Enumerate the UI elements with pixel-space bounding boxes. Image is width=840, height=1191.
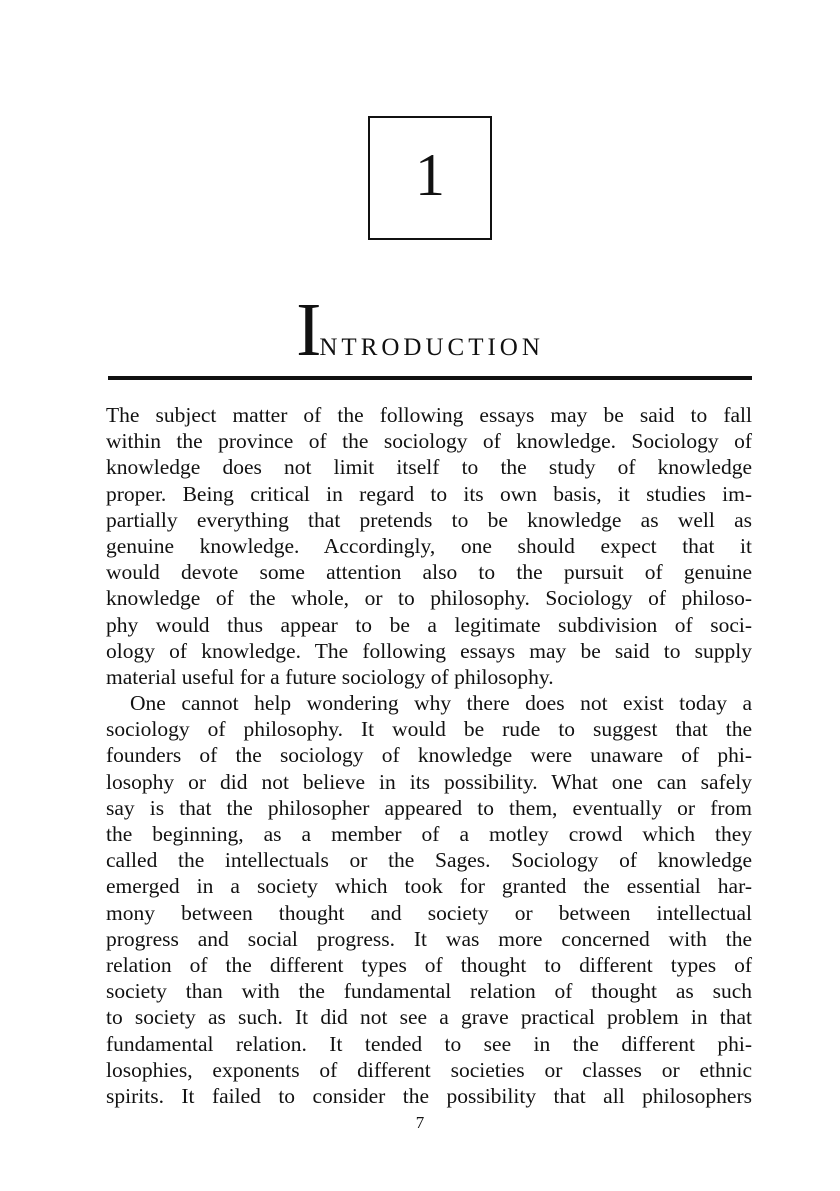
text-line: material useful for a future sociology of philosophy. [106, 664, 554, 689]
paragraph-1 [106, 402, 752, 690]
chapter-number: 1 [415, 142, 445, 208]
text-line: progress and social progress. It was more concerned with the [106, 926, 752, 951]
text-line: knowledge of the whole, or to philosophy. Sociology of philoso- [106, 586, 752, 611]
text-line: emerged in a society which took for granted the essential har- [106, 874, 752, 899]
text-line: society than with the fundamental relation of thought as such [106, 979, 752, 1004]
text-line: sociology of philosophy. It would be rude to suggest that the [106, 717, 752, 742]
chapter-title-initial: I [296, 288, 322, 372]
body-text [106, 402, 752, 1109]
text-line: proper. Being critical in regard to its own basis, it studies im- [106, 481, 752, 506]
text-line: to society as such. It did not see a grave practical problem in that [106, 1005, 752, 1030]
text-line: say is that the philosopher appeared to them, eventually or from [106, 795, 752, 820]
text-line: losophies, exponents of different societies or classes or ethnic [106, 1057, 752, 1082]
text-line: genuine knowledge. Accordingly, one should expect that it [106, 533, 752, 558]
chapter-title [0, 290, 840, 370]
title-rule [108, 376, 752, 380]
chapter-number-box [368, 116, 492, 240]
chapter-title-rest: NTRODUCTION [319, 334, 544, 361]
text-line: relation of the different types of thought to different types of [106, 952, 752, 977]
text-line: phy would thus appear to be a legitimate subdivision of soci- [106, 612, 752, 637]
text-line: One cannot help wondering why there does not exist today a [130, 691, 752, 716]
text-line: knowledge does not limit itself to the study of knowledge [106, 455, 752, 480]
text-line: fundamental relation. It tended to see in the different phi- [106, 1031, 752, 1056]
page-number: 7 [415, 1113, 425, 1132]
text-line: ology of knowledge. The following essays may be said to supply [106, 638, 752, 663]
text-line: spirits. It failed to consider the possibility that all philosophers [106, 1083, 752, 1108]
text-line: losophy or did not believe in its possibility. What one can safely [106, 769, 752, 794]
text-line: mony between thought and society or between intellectual [106, 900, 752, 925]
text-line: would devote some attention also to the pursuit of genuine [106, 560, 752, 585]
paragraph-2 [106, 690, 752, 1109]
text-line: The subject matter of the following essays may be said to fall [106, 403, 752, 427]
text-line: within the province of the sociology of knowledge. Sociology of [106, 429, 752, 454]
text-line: the beginning, as a member of a motley crowd which they [106, 822, 752, 846]
text-line: partially everything that pretends to be knowledge as well as [106, 507, 752, 532]
text-line: founders of the sociology of knowledge were unaware of phi- [106, 743, 752, 768]
text-line: called the intellectuals or the Sages. Sociology of knowledge [106, 848, 752, 873]
